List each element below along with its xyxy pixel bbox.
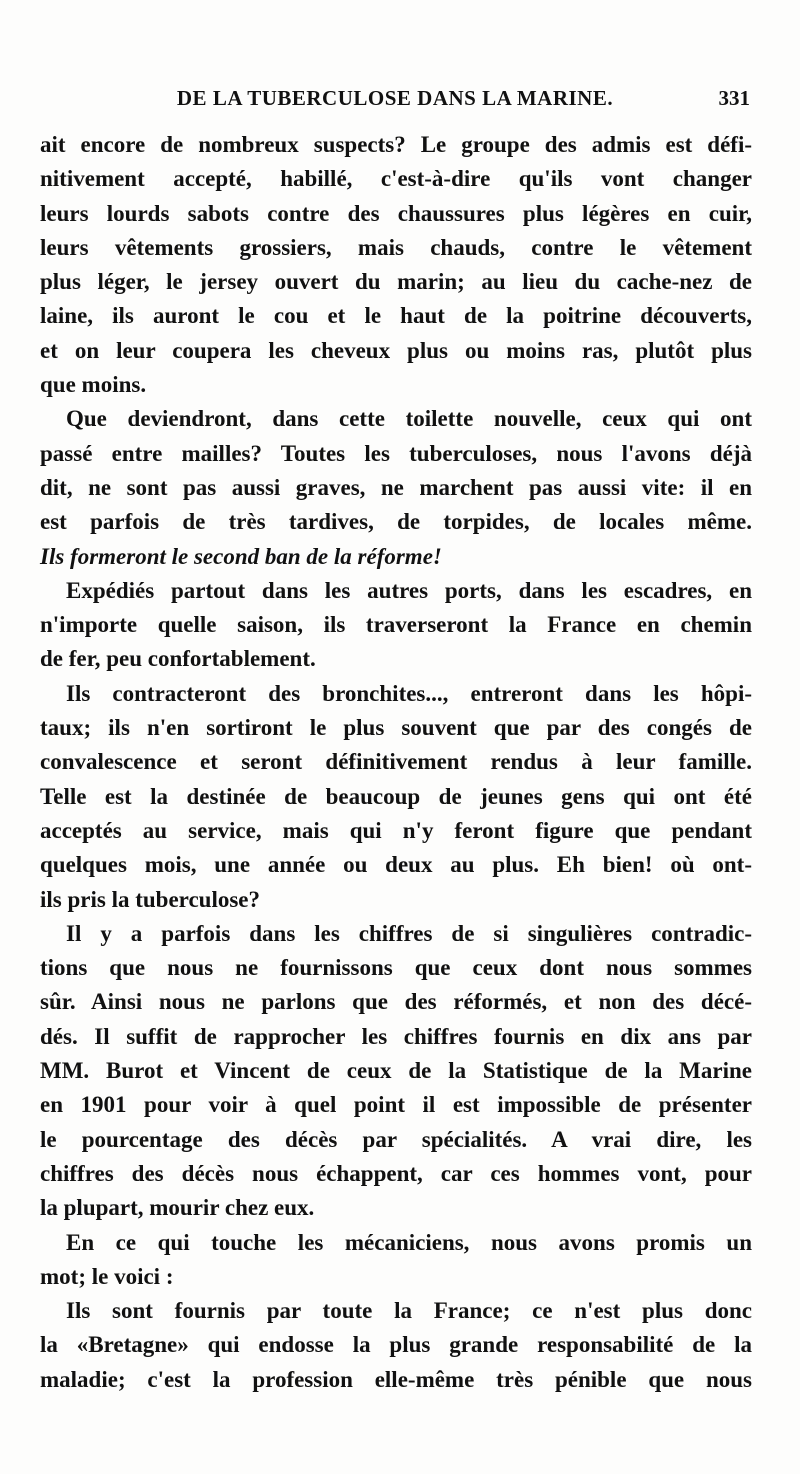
text-line: leurs vêtements grossiers, mais chauds, contre le vêtement xyxy=(40,234,752,260)
text-line: convalescence et seront définitivement rendus à leur famille. xyxy=(40,749,752,775)
text-line: Ils sont fournis par toute la France; ce n'est plus donc xyxy=(66,1298,752,1324)
text-line: la «Bretagne» qui endosse la plus grande responsabilité de la xyxy=(40,1332,752,1358)
text-line: n'importe quelle saison, ils traverseront la France en chemin xyxy=(40,612,752,638)
text-line: dit, ne sont pas aussi graves, ne marchent pas aussi vite: il en xyxy=(40,474,752,500)
text-line: la plupart, mourir chez eux. xyxy=(40,1195,315,1221)
text-line: et on leur coupera les cheveux plus ou moins ras, plutôt plus xyxy=(40,337,752,363)
text-line: que moins. xyxy=(40,372,147,398)
text-line: nitivement accepté, habillé, c'est-à-dire qu'ils vont changer xyxy=(40,166,752,192)
text-line: Il y a parfois dans les chiffres de si singulières contradic- xyxy=(66,920,752,946)
text-line: en 1901 pour voir à quel point il est impossible de présenter xyxy=(40,1092,752,1118)
text-line: quelques mois, une année ou deux au plus. Eh bien! où ont- xyxy=(40,852,752,878)
page-number: 331 xyxy=(718,86,750,110)
text-line: dés. Il suffit de rapprocher les chiffres fournis en dix ans par xyxy=(40,1023,752,1049)
text-line: Expédiés partout dans les autres ports, dans les escadres, en xyxy=(66,577,752,603)
text-line: le pourcentage des décès par spécialités. A vrai dire, les xyxy=(40,1126,752,1152)
text-line: leurs lourds sabots contre des chaussures plus légères en cuir, xyxy=(40,200,752,226)
text-line: maladie; c'est la profession elle-même très pénible que nous xyxy=(40,1366,752,1392)
text-line: plus léger, le jersey ouvert du marin; au lieu du cache-nez de xyxy=(40,269,752,295)
text-line: mot; le voici : xyxy=(40,1263,174,1289)
running-title: DE LA TUBERCULOSE DANS LA MARINE. xyxy=(176,86,614,110)
text-line: de fer, peu confortablement. xyxy=(40,646,316,672)
running-header xyxy=(40,86,750,120)
text-line: ait encore de nombreux suspects? Le groupe des admis est défi- xyxy=(40,132,752,157)
text-line: En ce qui touche les mécaniciens, nous avons promis un xyxy=(66,1229,752,1255)
text-line: MM. Burot et Vincent de ceux de la Statistique de la Marine xyxy=(40,1058,752,1084)
text-line-italic: Ils formeront le second ban de la réforme! xyxy=(40,543,442,569)
text-line: laine, ils auront le cou et le haut de la poitrine découverts, xyxy=(40,303,752,329)
text-line: Telle est la destinée de beaucoup de jeunes gens qui ont été xyxy=(40,783,752,809)
text-line: taux; ils n'en sortiront le plus souvent que par des congés de xyxy=(40,715,752,741)
text-line: tions que nous ne fournissons que ceux dont nous sommes xyxy=(40,955,752,981)
text-line: Que deviendront, dans cette toilette nouvelle, ceux qui ont xyxy=(66,406,752,432)
text-line: chiffres des décès nous échappent, car ces hommes vont, pour xyxy=(40,1160,752,1186)
text-line: Ils contracteront des bronchites..., entreront dans les hôpi- xyxy=(66,680,752,706)
body-text xyxy=(40,128,752,1397)
text-line: acceptés au service, mais qui n'y feront figure que pendant xyxy=(40,817,752,843)
text-line: est parfois de très tardives, de torpides, de locales même. xyxy=(40,509,752,535)
text-line: passé entre mailles? Toutes les tuberculoses, nous l'avons déjà xyxy=(40,440,752,466)
text-line: ils pris la tuberculose? xyxy=(40,886,261,912)
text-line: sûr. Ainsi nous ne parlons que des réformés, et non des décé- xyxy=(40,989,752,1015)
